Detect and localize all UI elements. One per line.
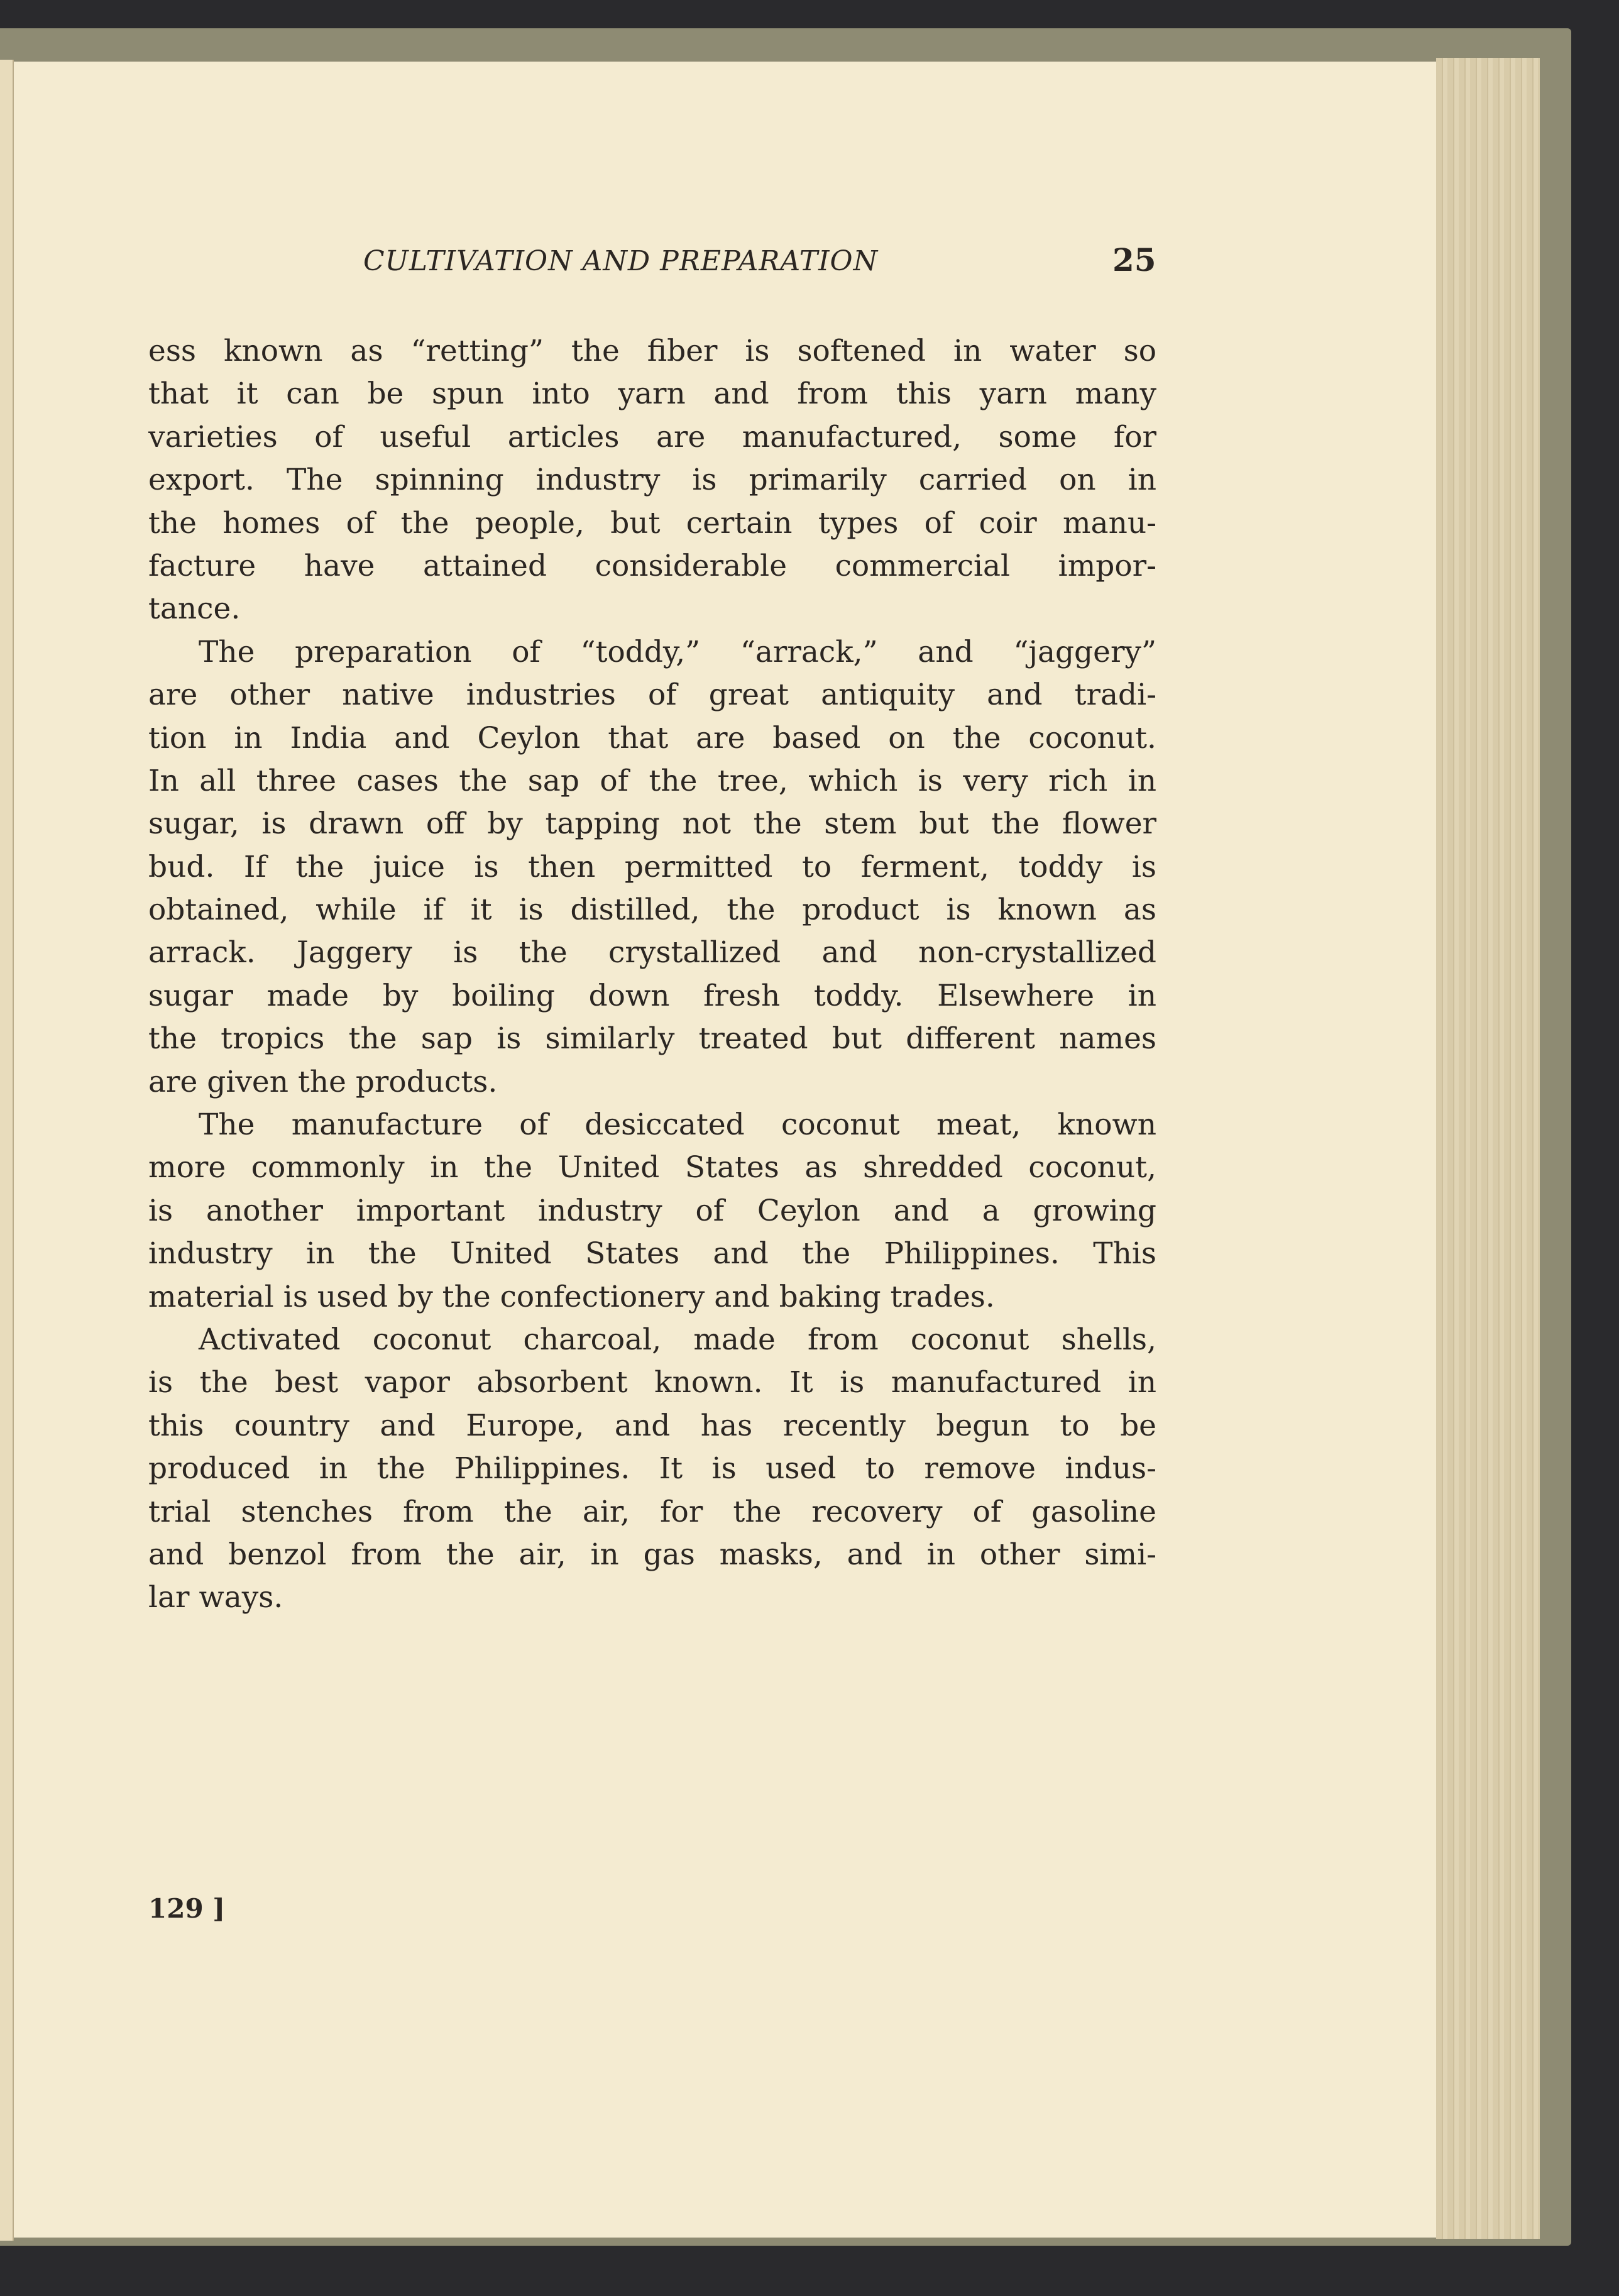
running-title: CULTIVATION AND PREPARATION: [363, 245, 879, 277]
text-line: sugar made by boiling down fresh toddy. Elsewhere in: [148, 978, 1156, 1013]
text-line: are other native industries of great antiquity and tradi-: [148, 678, 1156, 713]
text-line: the tropics the sap is similarly treated but different names: [148, 1021, 1156, 1057]
text-line: that it can be spun into yarn and from this yarn many: [148, 376, 1156, 412]
text-line: obtained, while if it is distilled, the product is known as: [148, 893, 1156, 928]
text-line: arrack. Jaggery is the crystallized and non-crystallized: [148, 935, 1156, 970]
text-line: lar ways.: [148, 1580, 283, 1615]
text-line: sugar, is drawn off by tapping not the stem but the flower: [148, 806, 1156, 842]
text-line: The manufacture of desiccated coconut meat, known: [199, 1107, 1156, 1143]
text-line: is the best vapor absorbent known. It is manufactured in: [148, 1365, 1156, 1400]
text-line: ess known as “retting” the fiber is softened in water so: [148, 334, 1156, 368]
text-line: facture have attained considerable commercial impor-: [148, 548, 1156, 583]
facing-page-edge: [0, 60, 14, 2241]
text-line: material is used by the confectionery and baking trades.: [148, 1279, 995, 1314]
text-line: In all three cases the sap of the tree, which is very rich in: [148, 763, 1156, 798]
signature-folio: 129 ]: [148, 1893, 226, 1924]
text-line: tance.: [148, 591, 241, 627]
text-line: more commonly in the United States as shredded coconut,: [148, 1150, 1156, 1185]
page-fore-edge: [1436, 58, 1540, 2239]
text-line: trial stenches from the air, for the recovery of gasoline: [148, 1494, 1156, 1529]
text-line: varieties of useful articles are manufactured, some for: [148, 419, 1156, 454]
text-line: industry in the United States and the Philippines. This: [148, 1236, 1156, 1272]
text-line: Activated coconut charcoal, made from coconut shells,: [199, 1322, 1156, 1357]
text-line: this country and Europe, and has recently begun to be: [148, 1408, 1156, 1443]
body-text: [148, 330, 1156, 1620]
page-number: 25: [1112, 241, 1156, 278]
text-line: the homes of the people, but certain types of coir manu-: [148, 505, 1156, 541]
text-line: export. The spinning industry is primarily carried on in: [148, 463, 1156, 498]
text-line: The preparation of “toddy,” “arrack,” and “jaggery”: [199, 634, 1156, 669]
text-line: tion in India and Ceylon that are based on the coconut.: [148, 720, 1156, 755]
text-line: is another important industry of Ceylon and a growing: [148, 1193, 1156, 1228]
text-line: produced in the Philippines. It is used to remove indus-: [148, 1451, 1156, 1486]
text-line: bud. If the juice is then permitted to ferment, toddy is: [148, 849, 1156, 884]
text-line: are given the products.: [148, 1064, 498, 1099]
text-line: and benzol from the air, in gas masks, and in other simi-: [148, 1537, 1156, 1572]
